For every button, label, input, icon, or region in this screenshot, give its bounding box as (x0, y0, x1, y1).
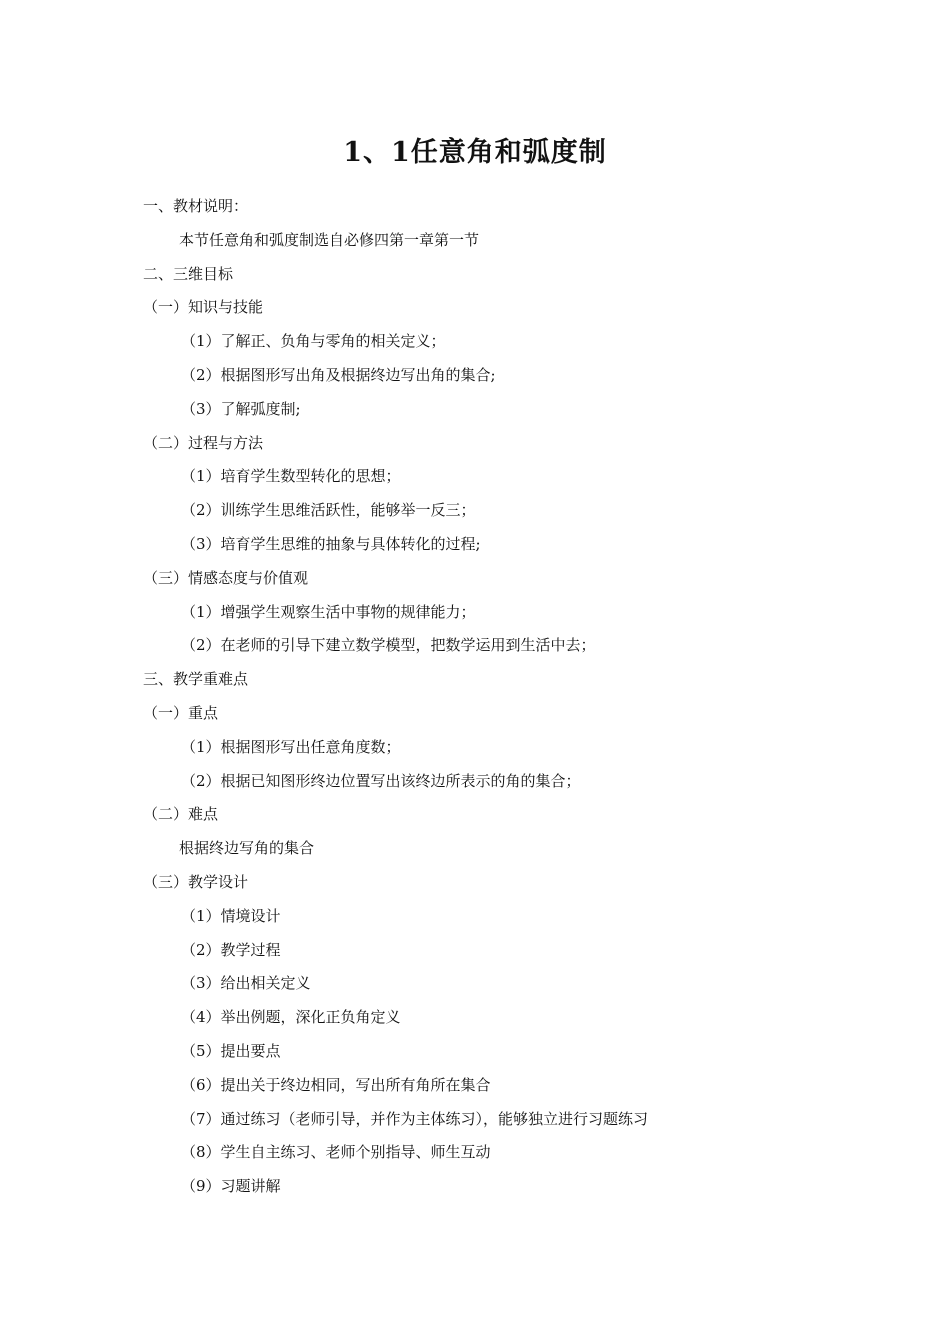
list-item: （5）提出要点 (181, 1041, 281, 1060)
list-item: （1）了解正、负角与零角的相关定义； (181, 332, 446, 351)
subsection-heading: （三）情感态度与价值观 (143, 568, 309, 587)
list-item: （9）习题讲解 (181, 1177, 281, 1196)
list-item: （7）通过练习（老师引导，并作为主体练习），能够独立进行习题练习 (181, 1109, 649, 1128)
list-item: （3）给出相关定义 (181, 974, 311, 993)
list-item: （1）根据图形写出任意角度数； (181, 737, 401, 756)
paragraph: 本节任意角和弧度制选自必修四第一章第一节 (179, 230, 480, 249)
list-item: （2）根据图形写出角及根据终边写出角的集合; (181, 365, 496, 384)
list-item: （1）增强学生观察生活中事物的规律能力； (181, 602, 476, 621)
document-body (0, 190, 950, 1204)
subsection-heading: （二）过程与方法 (143, 433, 264, 452)
list-item: （8）学生自主练习、老师个别指导、师生互动 (181, 1143, 491, 1162)
list-item: （2）根据已知图形终边位置写出该终边所表示的角的集合； (181, 771, 581, 790)
list-item: （1）培育学生数型转化的思想； (181, 467, 401, 486)
paragraph: 根据终边写角的集合 (179, 839, 315, 858)
subsection-heading: （一）重点 (143, 703, 219, 722)
document-title: 1、1任意角和弧度制 (343, 137, 607, 168)
subsection-heading: （一）知识与技能 (143, 298, 264, 317)
list-item: （2）训练学生思维活跃性，能够举一反三； (181, 501, 476, 520)
list-item: （6）提出关于终边相同，写出所有角所在集合 (181, 1075, 491, 1094)
section-heading: 三、教学重难点 (143, 670, 249, 689)
list-item: （2）在老师的引导下建立数学模型，把数学运用到生活中去； (181, 636, 596, 655)
section-heading: 一、教材说明： (143, 197, 249, 215)
list-item: （1）情境设计 (181, 906, 281, 925)
list-item: （4）举出例题，深化正负角定义 (181, 1008, 401, 1027)
section-heading: 二、三维目标 (143, 264, 234, 283)
subsection-heading: （三）教学设计 (143, 872, 249, 891)
list-item: （3）了解弧度制; (181, 399, 301, 418)
list-item: （3）培育学生思维的抽象与具体转化的过程; (181, 534, 481, 553)
subsection-heading: （二）难点 (143, 805, 219, 824)
list-item: （2）教学过程 (181, 940, 281, 959)
